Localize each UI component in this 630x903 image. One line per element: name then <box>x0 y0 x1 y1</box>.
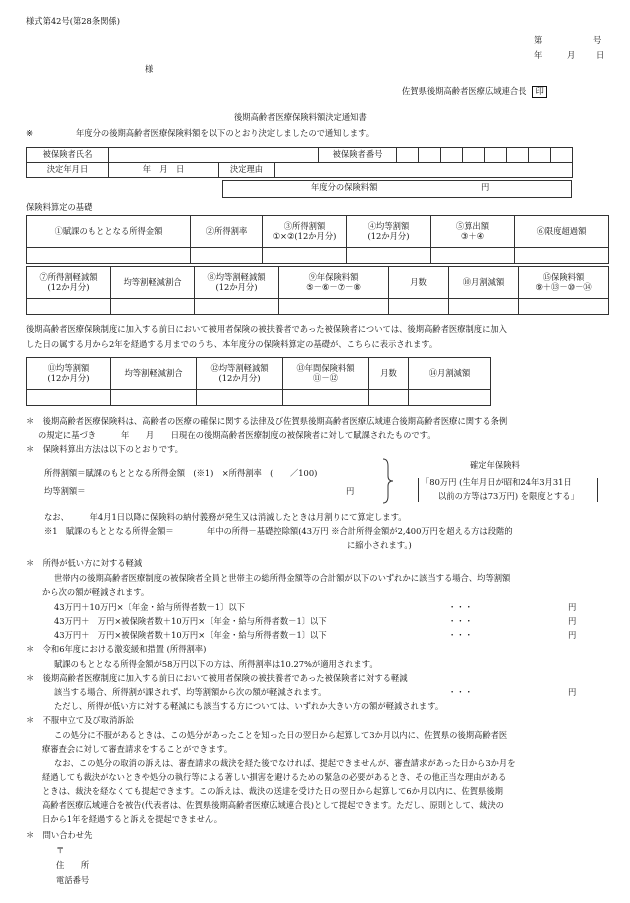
low-income-rule-1: 43万円＋10万円×〔年金・給与所得者数－1〕以下 <box>54 602 245 612</box>
note-monthly-calc: なお、 年4月1日以降に保険料の納付義務が発生又は消滅したときは月割りにて算定します。 <box>44 512 407 522</box>
r6-text: 賦課のもととなる所得金額が58万円以下の方は、所得割率は10.27%が適用されます。 <box>54 659 378 669</box>
annual-premium-box <box>222 180 572 198</box>
header-annual-premium: ⑨年保険料額 ⑤－⑥－⑦－⑧ <box>279 267 389 299</box>
header-annual-premium-2: ⑬年間保険料額 ⑪－⑫ <box>283 358 369 390</box>
decision-date-label: 決定年月日 <box>27 163 109 178</box>
low-income-heading: ＊ 所得が低い方に対する軽減 <box>26 558 143 568</box>
dependent-note-line-1: 後期高齢者医療保険制度に加入する前日において被用者保険の被扶養者であった被保険者については、後期高齢者医療制度に加入 <box>26 324 507 334</box>
formula-income-levy: 所得割額＝賦課のもととなる所得金額 (※1) ×所得割率 ( ／100) <box>44 468 318 478</box>
month-label: 月 <box>567 50 576 60</box>
header-months-2: 月数 <box>369 358 409 390</box>
dependent-heading: ＊ 後期高齢者医療制度に加入する前日において被用者保険の被扶養者であった被保険者に対する軽減 <box>26 673 408 683</box>
yen: 円 <box>568 630 577 640</box>
value-cell <box>27 299 111 315</box>
reason-value <box>275 163 573 178</box>
header-limit-excess: ⑥限度超過額 <box>515 216 609 248</box>
value-cell <box>389 299 449 315</box>
yen: 円 <box>568 687 577 697</box>
basis-heading: 保険料算定の基礎 <box>26 202 93 212</box>
note-taxable-income-1: ※1 賦課のもととなる所得金額＝ 年中の所得－基礎控除額(43万円 ※合計所得金額が2,400万円を超える方は段階的 <box>44 526 513 536</box>
header-equal-reduction: ⑧均等割軽減額 (12か月分) <box>195 267 279 299</box>
value-cell <box>191 248 263 264</box>
value-cell <box>111 299 195 315</box>
go-label: 号 <box>593 35 602 45</box>
dots: ・・・ <box>448 630 473 640</box>
basis-table-2 <box>26 266 609 315</box>
header-equal-reduction-rate-2: 均等割軽減割合 <box>111 358 197 390</box>
value-cell <box>197 390 283 406</box>
annual-premium-yen: 円 <box>481 182 490 192</box>
appeal-text-3: なお、この処分の取消の訴えは、審査請求の裁決を経た後でなければ、提起できませんが、審査請求があった日から3か月を <box>54 758 516 768</box>
form-number: 様式第42号(第28条関係) <box>26 16 120 26</box>
insured-name-value <box>109 148 319 163</box>
value-cell <box>369 390 409 406</box>
digit-cell <box>463 148 485 163</box>
header-monthly-reduction: ⑩月割減額 <box>449 267 519 299</box>
formula-equal-levy: 均等割額＝ <box>44 486 86 496</box>
value-cell <box>27 390 111 406</box>
note-calc-method: ＊ 保険料算出方法は以下のとおりです。 <box>26 444 183 454</box>
value-cell <box>515 248 609 264</box>
value-cell <box>431 248 515 264</box>
postal-mark: 〒 <box>56 845 65 855</box>
value-cell <box>519 299 609 315</box>
appeal-text-5: ときは、裁決を経なくても提起できます。この訴えは、裁決の送達を受けた日の翌日から起算して6か月以内に、佐賀県後期 <box>42 786 503 796</box>
phone-label: 電話番号 <box>56 875 90 885</box>
dots: ・・・ <box>448 687 473 697</box>
day-label: 日 <box>596 50 605 60</box>
fixed-premium-line-2: 以前の方等は73万円) を限度とする」 <box>438 491 579 501</box>
decision-date-value: 年 月 日 <box>109 163 219 178</box>
brace-icon <box>382 458 394 504</box>
digit-cell <box>441 148 463 163</box>
appeal-text-7: 日から1年を経過すると訴えを提起できません。 <box>42 814 223 824</box>
header-equal-reduction-2: ⑫均等割軽減額 (12か月分) <box>197 358 283 390</box>
low-income-text-2: から次の額が軽減されます。 <box>42 587 150 597</box>
seal-mark: 印 <box>532 86 546 98</box>
header-equal-levy: ④均等割額 (12か月分) <box>347 216 431 248</box>
issuer-name: 佐賀県後期高齢者医療広域連合長 <box>402 86 527 96</box>
insured-name-label: 被保険者氏名 <box>27 148 109 163</box>
basis-table-3 <box>26 357 491 406</box>
note-legal-basis-1: ＊ 後期高齢者医療保険料は、高齢者の医療の確保に関する法律及び佐賀県後期高齢者医療広域連合後期高齢者医療に関する条例 <box>26 416 508 426</box>
header-equal-reduction-rate: 均等割軽減割合 <box>111 267 195 299</box>
info-table <box>26 147 573 178</box>
formula-equal-yen: 円 <box>346 486 355 496</box>
r6-heading: ＊ 令和6年度における激変緩和措置 (所得割率) <box>26 644 207 654</box>
dependent-text-2: ただし、所得が低い方に対する軽減にも該当する方については、いずれか大きい方の額が軽減されます。 <box>54 701 444 711</box>
fixed-premium-line-1: 「80万円 (生年月日が昭和24年3月31日 <box>421 477 572 487</box>
basis-table-1 <box>26 215 609 264</box>
note-taxable-income-2: に縮小されます。) <box>347 540 412 550</box>
digit-cell <box>485 148 507 163</box>
issuer-line <box>402 86 547 98</box>
header-income-rate: ②所得割率 <box>191 216 263 248</box>
low-income-rule-2: 43万円＋ 万円×被保険者数＋10万円×〔年金・給与所得者数－1〕以下 <box>54 616 327 626</box>
digit-cell <box>397 148 419 163</box>
appeal-text-2: 療審査会に対して審査請求をすることができます。 <box>42 744 233 754</box>
value-cell <box>449 299 519 315</box>
value-cell <box>279 299 389 315</box>
header-months: 月数 <box>389 267 449 299</box>
low-income-text-1: 世帯内の後期高齢者医療制度の被保険者全員と世帯主の総所得金額等の合計額が以下のいずれかに該当する場合、均等割額 <box>54 573 511 583</box>
appeal-text-6: 高齢者医療広域連合を被告(代表者は、佐賀県後期高齢者医療広域連合長)として提起できます。ただし、原則として、裁決の <box>42 800 504 810</box>
appeal-text-1: この処分に不服があるときは、この処分があったことを知った日の翌日から起算して3か月以内に、佐賀県の後期高齢者医 <box>54 730 508 740</box>
value-cell <box>263 248 347 264</box>
appeal-heading: ＊ 不服申立て及び取消訴訟 <box>26 715 134 725</box>
digit-cell <box>529 148 551 163</box>
inquiry-heading: ＊ 問い合わせ先 <box>26 830 93 840</box>
dependent-text-1: 該当する場合、所得割が課されず、均等割額から次の額が軽減されます。 <box>54 687 327 697</box>
digit-cell <box>419 148 441 163</box>
address-label: 住 所 <box>56 860 90 870</box>
value-cell <box>111 390 197 406</box>
fixed-premium-title: 確定年保険料 <box>470 460 520 470</box>
yen: 円 <box>568 616 577 626</box>
document-title: 後期高齢者医療保険料額決定通知書 <box>234 112 367 122</box>
insured-number-label: 被保険者番号 <box>319 148 397 163</box>
value-cell <box>27 248 191 264</box>
dots: ・・・ <box>448 616 473 626</box>
year-label: 年 <box>534 50 543 60</box>
value-cell <box>195 299 279 315</box>
annual-premium-label: 年度分の保険料額 <box>311 182 378 192</box>
header-income-reduction: ⑦所得割軽減額 (12か月分) <box>27 267 111 299</box>
intro-mark: ※ <box>26 128 33 138</box>
header-taxable-income: ①賦課のもととなる所得金額 <box>27 216 191 248</box>
header-monthly-reduction-2: ⑭月割減額 <box>409 358 491 390</box>
yen: 円 <box>568 602 577 612</box>
digit-cell <box>507 148 529 163</box>
digit-cell <box>551 148 573 163</box>
value-cell <box>283 390 369 406</box>
header-equal-amount: ⑪均等割額 (12か月分) <box>27 358 111 390</box>
reason-label: 決定理由 <box>219 163 275 178</box>
addressee-sama: 様 <box>145 64 154 74</box>
header-calculated: ⑤算出額 ③＋④ <box>431 216 515 248</box>
header-premium-amount: ⑮保険料額 ⑨＋⑬－⑩－⑭ <box>519 267 609 299</box>
low-income-rule-3: 43万円＋ 万円×被保険者数＋10万円×〔年金・給与所得者数－1〕以下 <box>54 630 327 640</box>
intro-text: 年度分の後期高齢者医療保険料額を以下のとおり決定しましたので通知します。 <box>76 128 375 138</box>
value-cell <box>409 390 491 406</box>
dai-label: 第 <box>534 35 543 45</box>
note-legal-basis-2: の規定に基づき 年 月 日現在の後期高齢者医療制度の被保険者に対して賦課されたものです。 <box>38 430 436 440</box>
header-income-levy: ③所得割額 ①×②(12か月分) <box>263 216 347 248</box>
appeal-text-4: 経過しても裁決がないときや処分の執行等による著しい損害を避けるための緊急の必要があるとき、その他正当な理由がある <box>42 772 507 782</box>
dots: ・・・ <box>448 602 473 612</box>
dependent-note-line-2: した日の属する月から2年を経過する月までのうち、本年度分の保険料算定の基礎が、こちらに表示されます。 <box>26 339 438 349</box>
value-cell <box>347 248 431 264</box>
